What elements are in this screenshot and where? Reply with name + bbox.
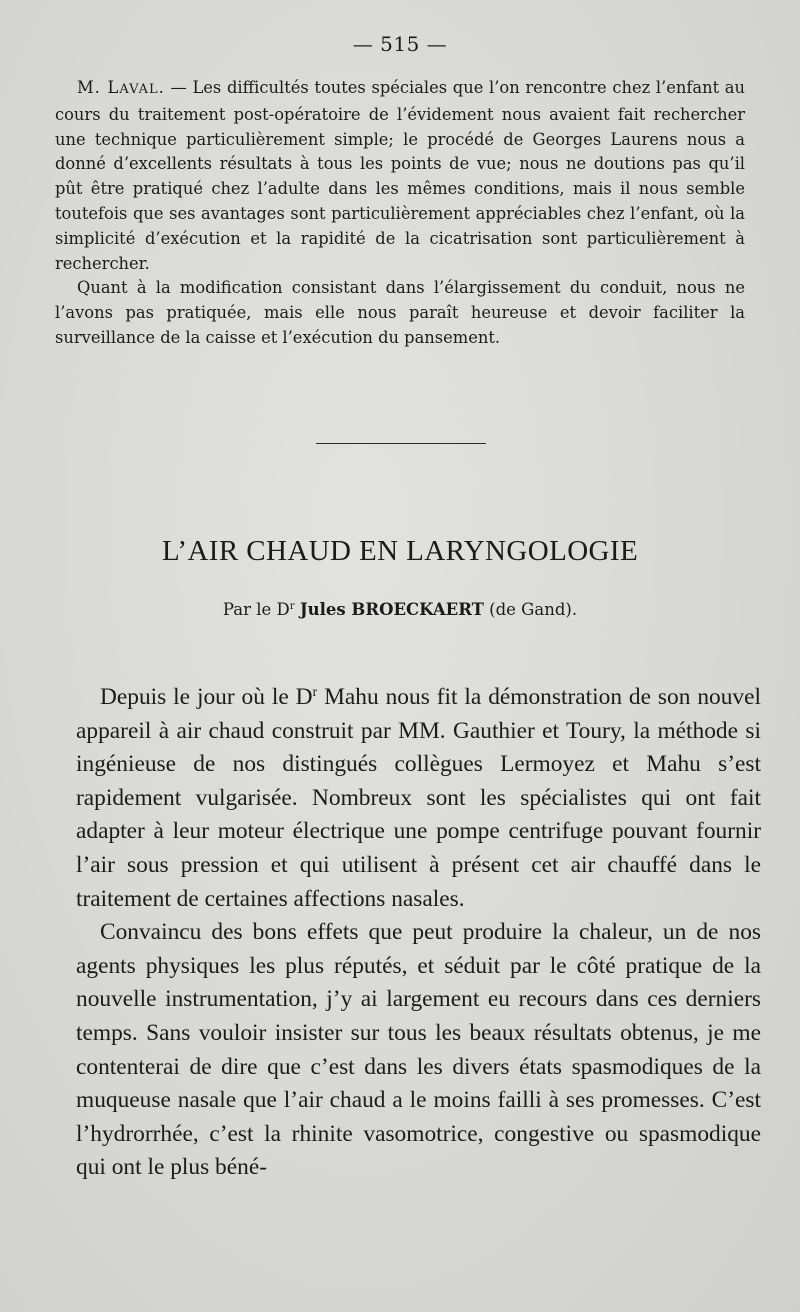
author-name: Jules BROECKAERT (299, 600, 484, 619)
article-byline: Par le $D^r$ Jules BROECKAERT (de Gand). (222, 600, 578, 619)
discussion-paragraph-1: M. LAVAL. — Les difficultés toutes spéciales que l’on rencontre chez l’enfant au cours du traitement post-opératoire de l’évidement nous avaient fait rechercher une technique particulièrement simple; le procédé de Georges Laurens nous a donné d’excellents résultats à tous les points de vue; nous ne doutions pas qu’il pût être pratiqué chez l’adulte dans les mêmes conditions, mais il nous semble toutefois que ses avantages sont particulièrement appréciables chez l’enfant, où la simplicité d’exécution et la rapidité de la cicatrisation sont particulièrement à rechercher. (55, 78, 745, 273)
page-number: — 515 — (352, 32, 448, 56)
discussion-section (55, 76, 745, 351)
article-paragraph-1: Depuis le jour où le $D^r$ Mahu nous fit la démonstration de son nouvel appareil à air chaud construit par MM. Gauthier et Toury, la méthode si ingénieuse de nos distingués collègues Lermoyez et Mahu s’est rapidement vulgarisée. Nombreux sont les spécialistes qui ont fait adapter à leur moteur électrique une pompe centrifuge pouvant fournir l’air sous pression et qui utilisent à présent cet air chauffé dans le traitement de certaines affections nasales. (76, 684, 761, 912)
article-body (76, 676, 761, 1185)
speaker-name: M. LAVAL. (77, 78, 165, 97)
article-title: L’AIR CHAUD EN LARYNGOLOGIE (161, 535, 639, 567)
article-paragraph-2: Convaincu des bons effets que peut produire la chaleur, un de nos agents physiques les plus réputés, et séduit par le côté pratique de la nouvelle instrumentation, j’y ai largement eu recours dans ces derniers temps. Sans vouloir insister sur tous les beaux résultats obtenus, je me contenterai de dire que c’est dans les divers états spasmodiques de la muqueuse nasale que l’air chaud a le moins failli à ses promesses. C’est l’hydrorrhée, c’est la rhinite vasomotrice, congestive ou spasmodique qui ont le plus béné- (76, 919, 761, 1181)
discussion-paragraph-2: Quant à la modification consistant dans l’élargissement du conduit, nous ne l’avons pas pratiquée, mais elle nous paraît heureuse et devoir faciliter la surveillance de la caisse et l’exécution du pansement. (55, 278, 745, 347)
section-divider (316, 443, 486, 444)
